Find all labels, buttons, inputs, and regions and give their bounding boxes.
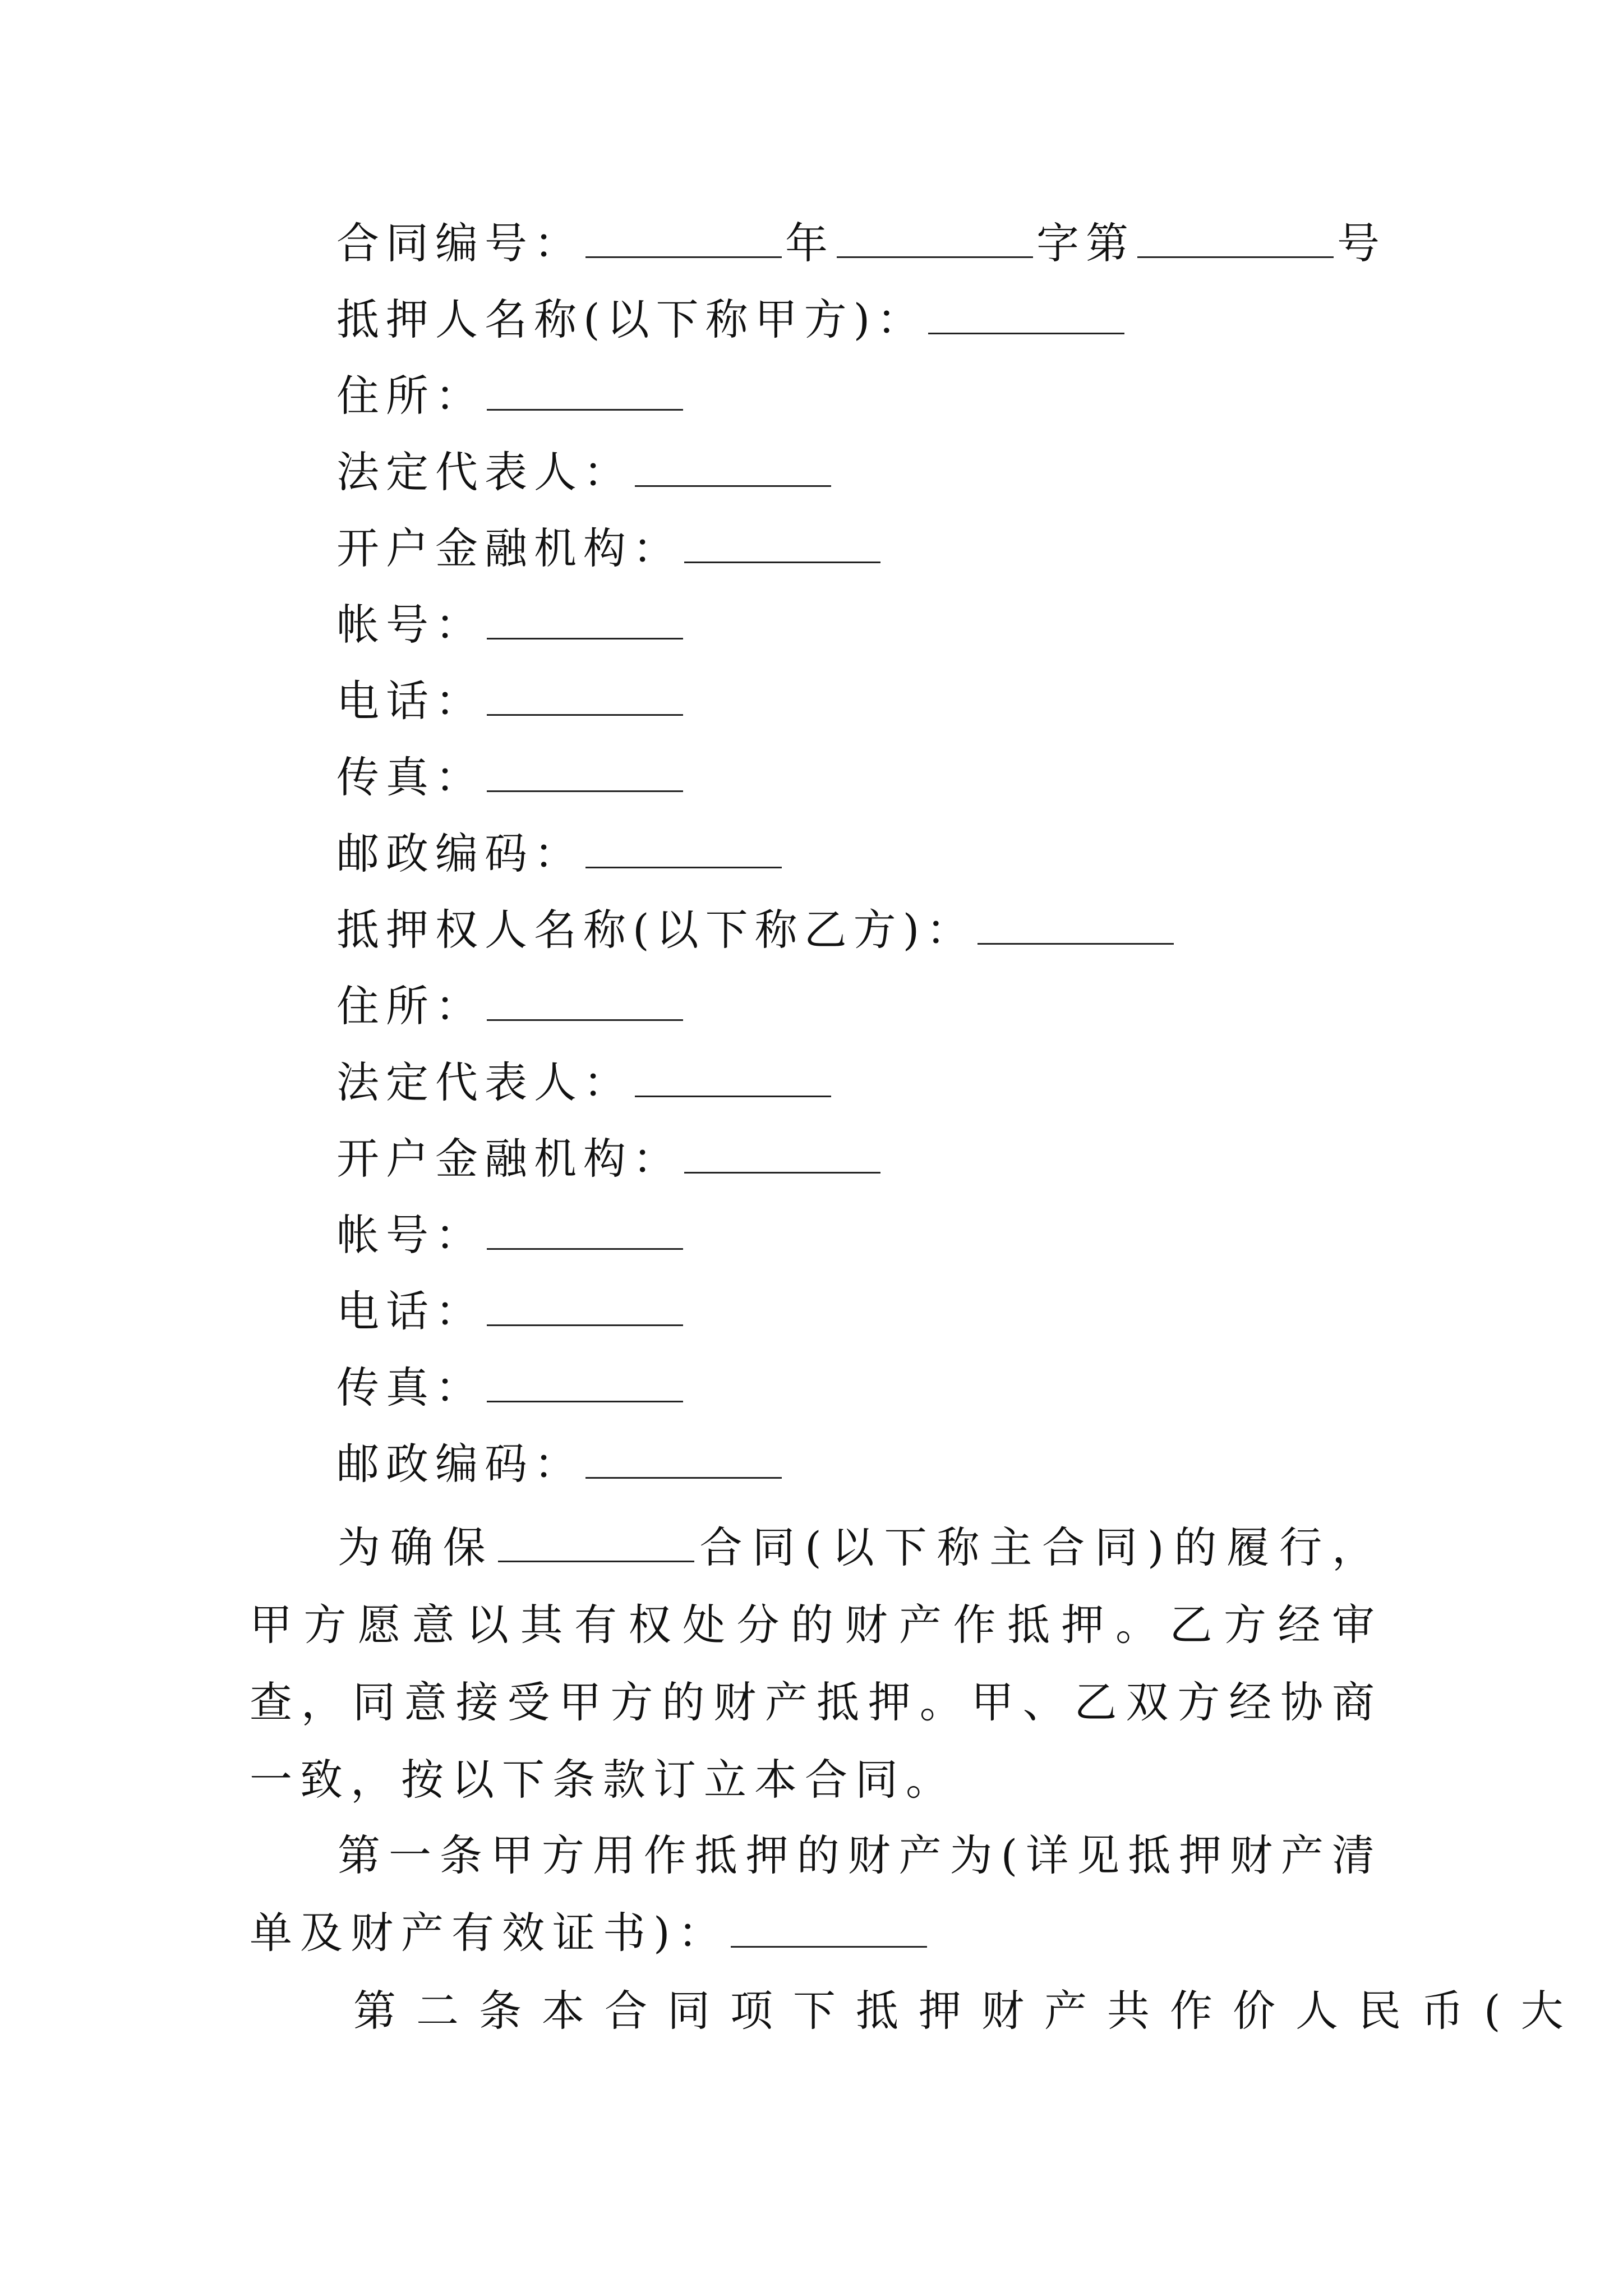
main-contract-blank[interactable] [498,1526,694,1562]
article-two-partial [353,1986,1584,2036]
party-b-bank-line [336,1134,884,1184]
contract-zi-blank[interactable] [837,222,1033,258]
contract-number-label: 合同编号： [336,218,583,268]
party-a-name-label: 抵押人名称(以下称甲方)： [336,295,926,344]
article-one-blank[interactable] [731,1911,927,1948]
party-a-phone-line [336,676,686,726]
party-a-account-blank[interactable] [487,603,683,639]
party-b-legal-rep-blank[interactable] [635,1061,831,1097]
party-a-address-label: 住所： [336,371,485,421]
party-b-address-blank[interactable] [487,984,683,1021]
party-a-name-line [336,295,1128,344]
party-a-fax-line [336,752,686,802]
party-b-bank-label: 开户金融机构： [336,1134,682,1184]
party-b-name-line [336,905,1177,955]
party-b-phone-label: 电话： [336,1286,485,1336]
party-a-legal-rep-blank[interactable] [635,450,831,487]
party-a-legal-rep-line [336,447,834,497]
preamble-paragraph [250,1509,1382,1819]
contract-number-line [336,218,1386,268]
party-a-postcode-blank[interactable] [585,832,782,868]
party-a-bank-line [336,523,884,573]
party-b-fax-blank[interactable] [487,1366,683,1402]
article-two-text: 第二条本合同项下抵押财产共作价人民币(大 [353,1986,1584,2036]
party-a-bank-blank[interactable] [684,527,880,563]
party-a-phone-blank[interactable] [487,679,683,716]
party-b-legal-rep-line [336,1057,834,1107]
party-b-phone-line [336,1286,686,1336]
contract-number-blank[interactable] [1137,222,1334,258]
party-b-address-line [336,981,686,1031]
year-label: 年 [785,218,834,268]
party-b-address-label: 住所： [336,981,485,1031]
party-b-bank-blank[interactable] [684,1137,880,1174]
party-a-account-line [336,600,686,650]
article-one-paragraph [250,1817,1382,1972]
contract-year-blank[interactable] [585,222,782,258]
party-b-name-label: 抵押权人名称(以下称乙方)： [336,905,976,955]
preamble-before-blank: 为确保 [338,1522,496,1572]
party-b-fax-label: 传真： [336,1363,485,1412]
party-b-postcode-label: 邮政编码： [336,1439,583,1489]
party-a-name-blank[interactable] [928,298,1124,334]
party-a-account-label: 帐号： [336,600,485,650]
party-a-fax-blank[interactable] [487,756,683,792]
party-b-account-blank[interactable] [487,1213,683,1250]
hao-label: 号 [1337,218,1386,268]
party-a-postcode-label: 邮政编码： [336,829,583,878]
party-b-legal-rep-label: 法定代表人： [336,1057,633,1107]
party-b-postcode-line [336,1439,785,1489]
party-a-address-blank[interactable] [487,374,683,411]
preamble-after-blank: 合同(以下称主合同)的履行，甲方愿意以其有权处分的财产作抵押。乙方经审查，同意接受甲方的财产抵押。甲、乙双方经协商一致，按以下条款订立本合同。 [250,1522,1382,1805]
article-one-text: 第一条甲方用作抵押的财产为(详见抵押财产清单及财产有效证书)： [250,1830,1382,1958]
party-b-account-line [336,1210,686,1260]
party-a-fax-label: 传真： [336,752,485,802]
party-a-address-line [336,371,686,421]
party-a-legal-rep-label: 法定代表人： [336,447,633,497]
zi-di-label: 字第 [1036,218,1135,268]
party-b-account-label: 帐号： [336,1210,485,1260]
party-a-bank-label: 开户金融机构： [336,523,682,573]
party-b-name-blank[interactable] [978,908,1174,945]
party-a-postcode-line [336,829,785,878]
party-b-fax-line [336,1363,686,1412]
party-b-phone-blank[interactable] [487,1290,683,1326]
party-b-postcode-blank[interactable] [585,1442,782,1479]
party-a-phone-label: 电话： [336,676,485,726]
